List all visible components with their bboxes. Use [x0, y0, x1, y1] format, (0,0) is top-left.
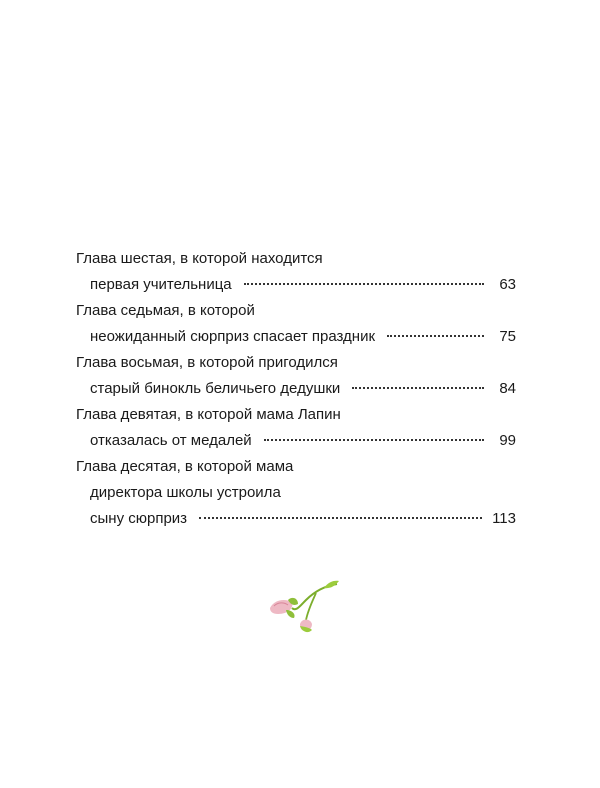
toc-entry-title-end: сыну сюрприз [90, 510, 188, 527]
toc-page-number: 113 [492, 510, 516, 527]
toc-entry[interactable] [76, 402, 516, 454]
toc-entry-title-end: отказалась от медалей [90, 432, 252, 449]
cherry-blossom-icon [262, 578, 342, 638]
toc-entry-title: Глава восьмая, в которой пригодился [76, 354, 338, 371]
toc-entry-title: Глава шестая, в которой находится [76, 250, 323, 267]
toc-entry-title: Глава седьмая, в которой [76, 302, 255, 319]
toc-entry[interactable] [76, 246, 516, 298]
toc-entry[interactable] [76, 350, 516, 402]
toc-entry-title: Глава десятая, в которой мама [76, 458, 294, 475]
table-of-contents [76, 246, 516, 532]
toc-entry-title-end: старый бинокль беличьего дедушки [90, 380, 341, 397]
toc-entry-title: Глава девятая, в которой мама Лапин [76, 406, 341, 423]
toc-page-number: 84 [499, 380, 516, 397]
toc-entry-title-end: неожиданный сюрприз спасает праздник [90, 328, 376, 345]
toc-page-number: 75 [499, 328, 516, 345]
dot-leader [264, 439, 484, 441]
toc-page-number: 63 [499, 276, 516, 293]
toc-entry[interactable] [76, 298, 516, 350]
dot-leader [387, 335, 484, 337]
toc-entry[interactable] [76, 454, 516, 532]
toc-page-number: 99 [499, 432, 516, 449]
dot-leader [352, 387, 484, 389]
dot-leader [199, 517, 482, 519]
toc-entry-title: директора школы устроила [90, 484, 281, 501]
toc-entry-title-end: первая учительница [90, 276, 232, 293]
dot-leader [244, 283, 484, 285]
